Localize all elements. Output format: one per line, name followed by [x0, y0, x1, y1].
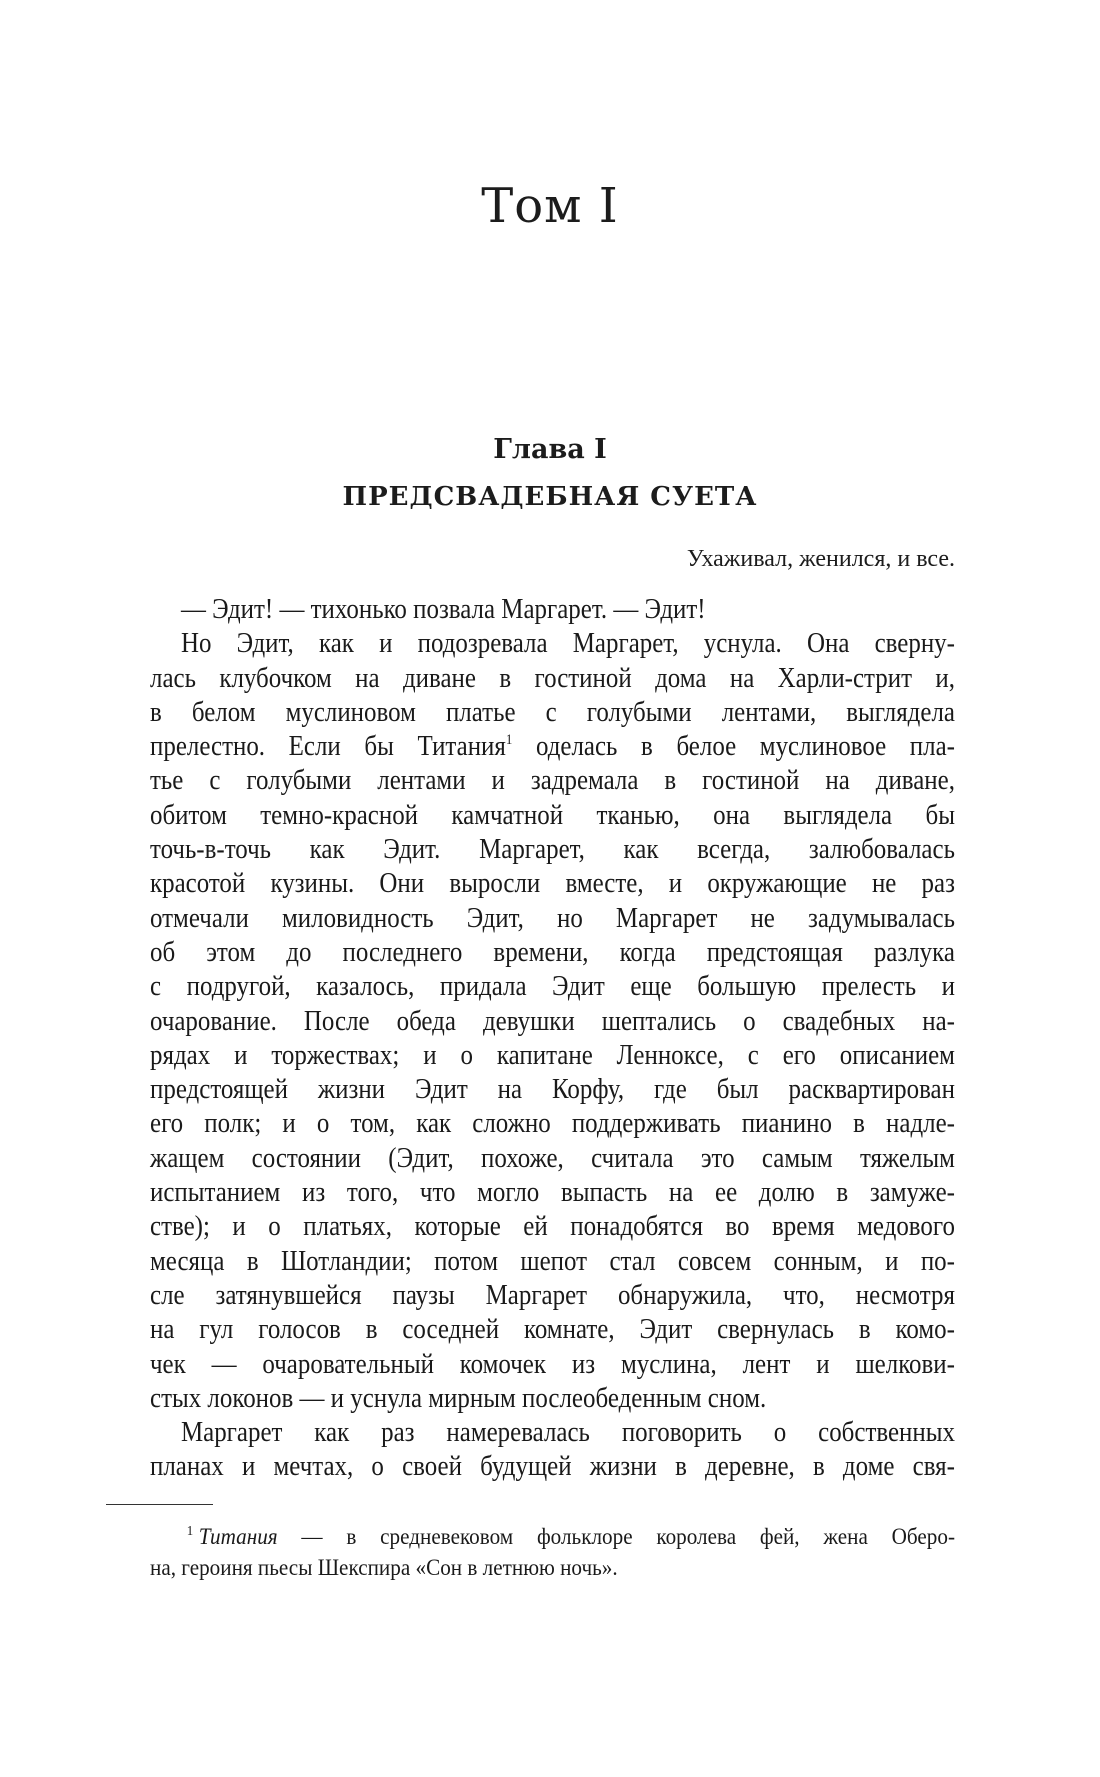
text-line: — Эдит! — тихонько позвала Маргарет. — Эдит! [180, 593, 706, 625]
text-line: точь-в-точь как Эдит. Маргарет, как всегда, залюбовалась [150, 833, 955, 866]
text-line: предстоящей жизни Эдит на Корфу, где был расквартирован [150, 1073, 955, 1106]
text-line: об этом до последнего времени, когда предстоящая разлука [150, 935, 955, 968]
text-line: на гул голосов в соседней комнате, Эдит свернулась в комо- [150, 1313, 955, 1346]
chapter-number: Глава I [493, 434, 607, 465]
footnote-text: — в средневековом фольклоре королева фей, жена Оберо- [277, 1524, 955, 1549]
epigraph: Ухаживал, женился, и все. [686, 546, 955, 572]
body-text [150, 592, 955, 1484]
chapter-title: ПРЕДСВАДЕБНАЯ СУЕТА [342, 482, 758, 512]
text-line: очарование. После обеда девушки шептались о свадебных на- [150, 1004, 955, 1037]
text-line: Маргарет как раз намеревалась поговорить о собственных [180, 1416, 955, 1449]
text-line: обитом темно-красной камчатной тканью, она выглядела бы [150, 798, 955, 831]
footnotes [150, 1521, 955, 1583]
text-line-with-footnote [150, 729, 955, 763]
text-line: отмечали миловидность Эдит, но Маргарет не задумывалась [150, 901, 955, 934]
footnote-reference[interactable]: 1 [505, 732, 513, 749]
text-line: красотой кузины. Они выросли вместе, и окружающие не раз [150, 867, 955, 900]
text-line: испытанием из того, что могло выпасть на ее долю в замуже- [150, 1176, 955, 1209]
text-line: чек — очаровательный комочек из муслина, лент и шелкови- [150, 1347, 955, 1380]
footnote-line [150, 1521, 955, 1552]
text-fragment: прелестно. Если бы Титания [150, 730, 506, 763]
text-line: жащем состоянии (Эдит, похоже, считала это самым тяжелым [150, 1141, 955, 1174]
footnote-line: на, героиня пьесы Шекспира «Сон в летнюю ночь». [150, 1555, 618, 1580]
volume-title: Том I [481, 178, 619, 234]
text-line: стве); и о платьях, которые ей понадобятся во время медового [150, 1210, 955, 1243]
text-line: тье с голубыми лентами и задремала в гостиной на диване, [150, 764, 955, 797]
text-line: лась клубочком на диване в гостиной дома на Харли-стрит и, [150, 661, 955, 694]
text-line: сле затянувшейся паузы Маргарет обнаружила, что, несмотря [150, 1278, 955, 1311]
text-line: рядах и торжествах; и о капитане Ленноксе, с его описанием [150, 1038, 955, 1071]
footnote-term: Титания [198, 1524, 278, 1549]
text-line: в белом муслиновом платье с голубыми лентами, выглядела [150, 695, 955, 728]
footnote-divider [106, 1504, 213, 1505]
text-line: его полк; и о том, как сложно поддерживать пианино в надле- [150, 1107, 955, 1140]
text-fragment: оделась в белое муслиновое пла- [535, 730, 955, 763]
text-line: месяца в Шотландии; потом шепот стал совсем сонным, и по- [150, 1244, 955, 1277]
text-line: Но Эдит, как и подозревала Маргарет, уснула. Она сверну- [180, 627, 955, 660]
text-line: планах и мечтах, о своей будущей жизни в деревне, в доме свя- [150, 1450, 955, 1483]
text-line: стых локонов — и уснула мирным послеобеденным сном. [150, 1381, 767, 1414]
footnote-mark: 1 [186, 1524, 194, 1539]
text-line: с подругой, казалось, придала Эдит еще большую прелесть и [150, 970, 955, 1003]
